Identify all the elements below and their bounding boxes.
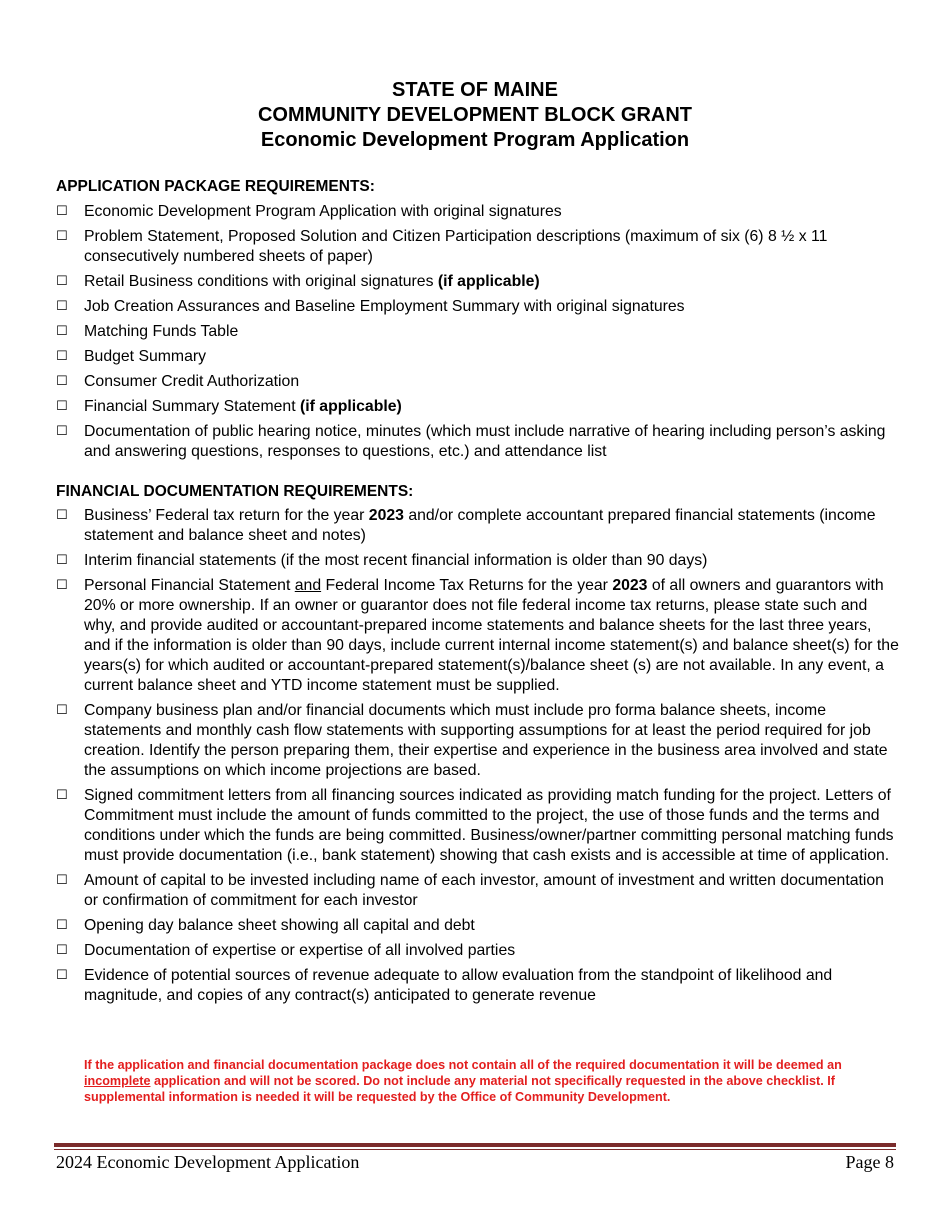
footer-document-name: 2024 Economic Development Application (56, 1152, 360, 1172)
checklist-item: ☐ Consumer Credit Authorization (56, 373, 300, 390)
checklist-item: ☐ Interim financial statements (if the most recent financial information is older than 90 days) (56, 552, 708, 569)
checklist-item: ☐ Amount of capital to be invested including name of each investor, amount of investment and written documentation or confirmation of commitment for each investor (56, 872, 884, 909)
checkbox[interactable]: ☐ (56, 508, 68, 523)
checklist-item: ☐ Evidence of potential sources of revenue adequate to allow evaluation from the standpoint of likelihood and magnitude, and copies of any contract(s) anticipated to generate revenue (56, 967, 833, 1004)
document-title (0, 78, 950, 153)
title-application: Economic Development Program Application (260, 129, 690, 151)
checklist-item: ☐ Financial Summary Statement (if applicable) (56, 398, 402, 415)
footer-page-number: Page 8 (845, 1152, 894, 1172)
checklist-item: ☐ Documentation of expertise or expertise of all involved parties (56, 942, 516, 959)
checkbox[interactable]: ☐ (56, 943, 68, 958)
checklist-item: ☐ Retail Business conditions with original signatures (if applicable) (56, 273, 540, 290)
checkbox[interactable]: ☐ (56, 553, 68, 568)
checklist-item: ☐ Matching Funds Table (56, 323, 239, 340)
checkbox[interactable]: ☐ (56, 399, 68, 414)
checkbox[interactable]: ☐ (56, 788, 68, 803)
checklist-item: ☐ Budget Summary (56, 348, 207, 365)
checkbox[interactable]: ☐ (56, 349, 68, 364)
checklist-item: ☐ Personal Financial Statement and Federal Income Tax Returns for the year 2023 of all owners and guarantors with 20% or more ownership. If an owner or guarantor does not file federal income tax returns, please state such and why, and provide audited or accountant-prepared income statements and balance sheets for the last three years, and if the information is older than 90 days, include current internal income statement(s) and balance sheet(s) for the years(s) for which audited or accountant-prepared statement(s)/balance sheet (s) are not available. In any event, a current balance sheet and YTD income statement must be supplied. (56, 577, 899, 694)
checkbox[interactable]: ☐ (56, 873, 68, 888)
checklist-item: ☐ Job Creation Assurances and Baseline Employment Summary with original signatures (56, 298, 685, 315)
checklist-item: ☐ Company business plan and/or financial documents which must include pro forma balance sheets, income statements and monthly cash flow statements with supporting assumptions for at least the period required for job creation. Identify the person preparing them, their expertise and experience in the business area involved and state the assumptions on which income projections are based. (56, 702, 888, 779)
footer-rule-thick (54, 1143, 896, 1147)
incomplete-application-warning: If the application and financial documentation package does not contain all of the required documentation it will be deemed an incomplete application and will not be scored. Do not include any material not specifically requested in the above checklist. If supplemental information is needed it will be requested by the Office of Community Development. (84, 1058, 842, 1104)
footer-rule-thin (54, 1149, 896, 1150)
checklist-item: ☐ Economic Development Program Application with original signatures (56, 203, 562, 220)
checkbox[interactable]: ☐ (56, 274, 68, 289)
checklist-item: ☐ Business’ Federal tax return for the year 2023 and/or complete accountant prepared financial statements (income statement and balance sheet and notes) (56, 507, 876, 544)
title-program: COMMUNITY DEVELOPMENT BLOCK GRANT (257, 104, 693, 126)
checkbox[interactable]: ☐ (56, 578, 68, 593)
checkbox[interactable]: ☐ (56, 204, 68, 219)
checkbox[interactable]: ☐ (56, 324, 68, 339)
application-package-heading: APPLICATION PACKAGE REQUIREMENTS: (56, 178, 375, 195)
checklist-item: ☐ Documentation of public hearing notice, minutes (which must include narrative of hearing including person’s asking and answering questions, responses to questions, etc.) and attendance list (56, 423, 886, 460)
checkbox[interactable]: ☐ (56, 299, 68, 314)
financial-documentation-list (56, 506, 901, 1011)
checkbox[interactable]: ☐ (56, 918, 68, 933)
financial-documentation-heading: FINANCIAL DOCUMENTATION REQUIREMENTS: (56, 483, 414, 500)
checkbox[interactable]: ☐ (56, 229, 68, 244)
checklist-item: ☐ Signed commitment letters from all financing sources indicated as providing match funding for the project. Letters of Commitment must include the amount of funds committed to the project, the use of those funds and the terms and conditions under which the funds are being committed. Business/owner/partner committing personal matching funds must provide documentation (i.e., bank statement) showing that cash exists and is accessible at time of application. (56, 787, 894, 864)
application-package-list (56, 202, 901, 467)
checkbox[interactable]: ☐ (56, 703, 68, 718)
checklist-item: ☐ Problem Statement, Proposed Solution and Citizen Participation descriptions (maximum of six (6) 8 ½ x 11 consecutively numbered sheets of paper) (56, 228, 828, 265)
title-state: STATE OF MAINE (392, 79, 558, 101)
checkbox[interactable]: ☐ (56, 374, 68, 389)
checkbox[interactable]: ☐ (56, 424, 68, 439)
checklist-item: ☐ Opening day balance sheet showing all capital and debt (56, 917, 475, 934)
checkbox[interactable]: ☐ (56, 968, 68, 983)
